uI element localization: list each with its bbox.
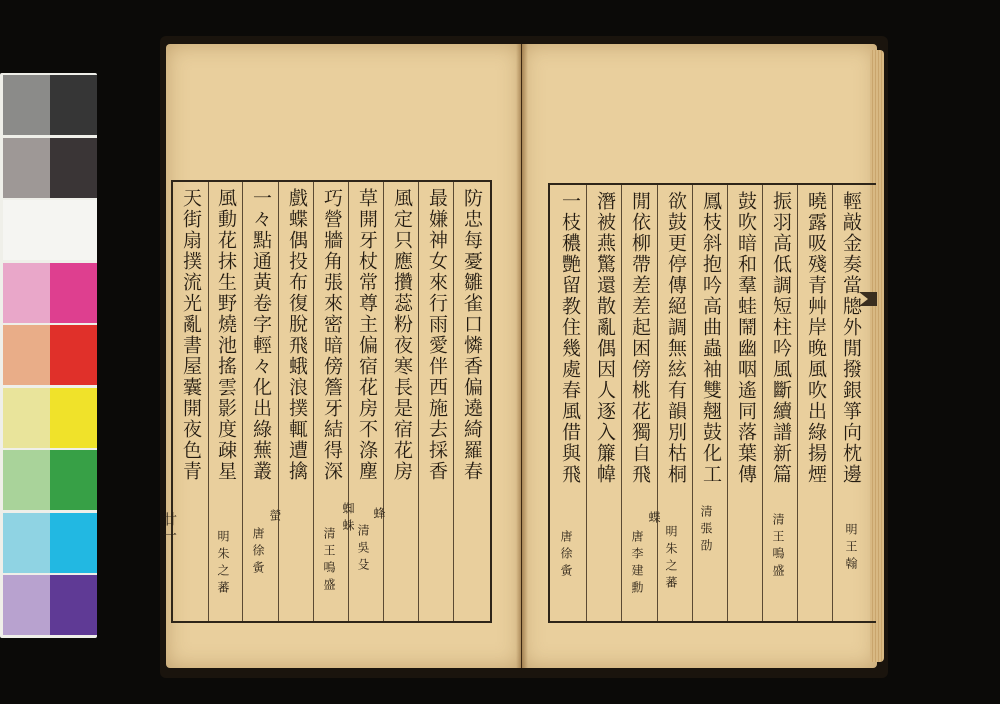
color-swatch [50,388,97,448]
book-gutter [516,44,528,668]
attribution: 明朱之蕃 [216,530,230,598]
column-rule [762,185,763,621]
section-label: 蝶 [647,511,661,528]
poem-line: 曉露吸殘青艸岸晚風吹出綠揚煙 [805,191,827,485]
column-rule [832,185,833,621]
poem-line: 風動花抹生野燒池搖雲影度疎星 [215,188,237,482]
color-swatch [50,325,97,385]
column-rule [727,185,728,621]
left-text-frame [171,180,492,623]
color-swatch [3,575,50,635]
poem-line: 鳳枝斜抱吟高曲蟲袖雙翹鼓化工 [700,191,722,485]
attribution: 唐李建勳 [630,530,644,598]
color-swatch [3,513,50,573]
attribution: 清吳殳 [356,524,370,575]
column-rule [208,182,209,621]
attribution: 唐徐夤 [251,527,265,578]
color-swatch [50,263,97,323]
poem-line: 潛被燕驚還散亂偶因人逐入簾幃 [594,191,616,485]
color-swatch [3,450,50,510]
poem-line: 戲蝶偶投布復脫飛蛾浪撲輒遭擒 [286,188,308,482]
poem-line: 閒依柳帶差差起困傍桃花獨自飛 [629,191,651,485]
column-rule [621,185,622,621]
poem-line: 天街扇撲流光亂書屋囊開夜色青 [180,188,202,482]
column-rule [453,182,454,621]
color-swatch [50,450,97,510]
section-label: 螢 [268,509,282,526]
poem-line: 一枝穠艷留教住幾處春風借與飛 [559,191,581,485]
attribution: 清王鳴盛 [771,513,785,581]
attribution: 清張劭 [699,505,713,556]
column-rule [657,185,658,621]
section-label: 蜘蛛 [341,502,355,536]
poem-line: 一々點通黃卷字輕々化出綠蕪叢 [250,188,272,482]
attribution: 清王鳴盛 [322,527,336,595]
poem-line: 最嫌神女來行雨愛伴西施去採香 [426,188,448,482]
color-swatch [3,388,50,448]
color-swatch [50,138,97,198]
column-rule [797,185,798,621]
column-rule [586,185,587,621]
column-rule [418,182,419,621]
color-swatch [50,200,97,260]
color-checker-card [0,73,97,638]
color-swatch [3,263,50,323]
attribution: 明朱之蕃 [664,525,678,593]
column-rule [383,182,384,621]
color-swatch [50,575,97,635]
color-swatch [3,200,50,260]
poem-line: 輕敲金奏當牕外閒撥銀箏向枕邊 [840,191,862,485]
attribution: 唐徐夤 [559,530,573,581]
poem-line: 風定只應攢蕊粉夜寒長是宿花房 [391,188,413,482]
poem-line: 巧營牆角張來密暗傍簷牙結得深 [321,188,343,482]
color-swatch [3,75,50,135]
poem-line: 欲鼓更停傳絕調無絃有韻別枯桐 [665,191,687,485]
column-rule [348,182,349,621]
color-swatch [3,325,50,385]
poem-line: 振羽高低調短柱吟風斷續譜新篇 [770,191,792,485]
poem-line: 防忠每憂雛雀口憐香偏遶綺羅春 [461,188,483,482]
column-rule [313,182,314,621]
column-rule [692,185,693,621]
color-swatch [3,138,50,198]
color-swatch [50,513,97,573]
color-swatch [50,75,97,135]
section-label: 蜂 [372,507,386,524]
right-text-frame [548,183,876,623]
column-rule [278,182,279,621]
attribution: 明王翰 [844,523,858,574]
fish-tail-mark-icon [859,290,877,308]
column-rule [242,182,243,621]
poem-line: 鼓吹暗和羣蛙鬧幽咽遙同落葉傳 [735,191,757,485]
page-number: 廿一 [161,512,177,544]
poem-line: 草開牙杖常尊主偏宿花房不涤塵 [356,188,378,482]
